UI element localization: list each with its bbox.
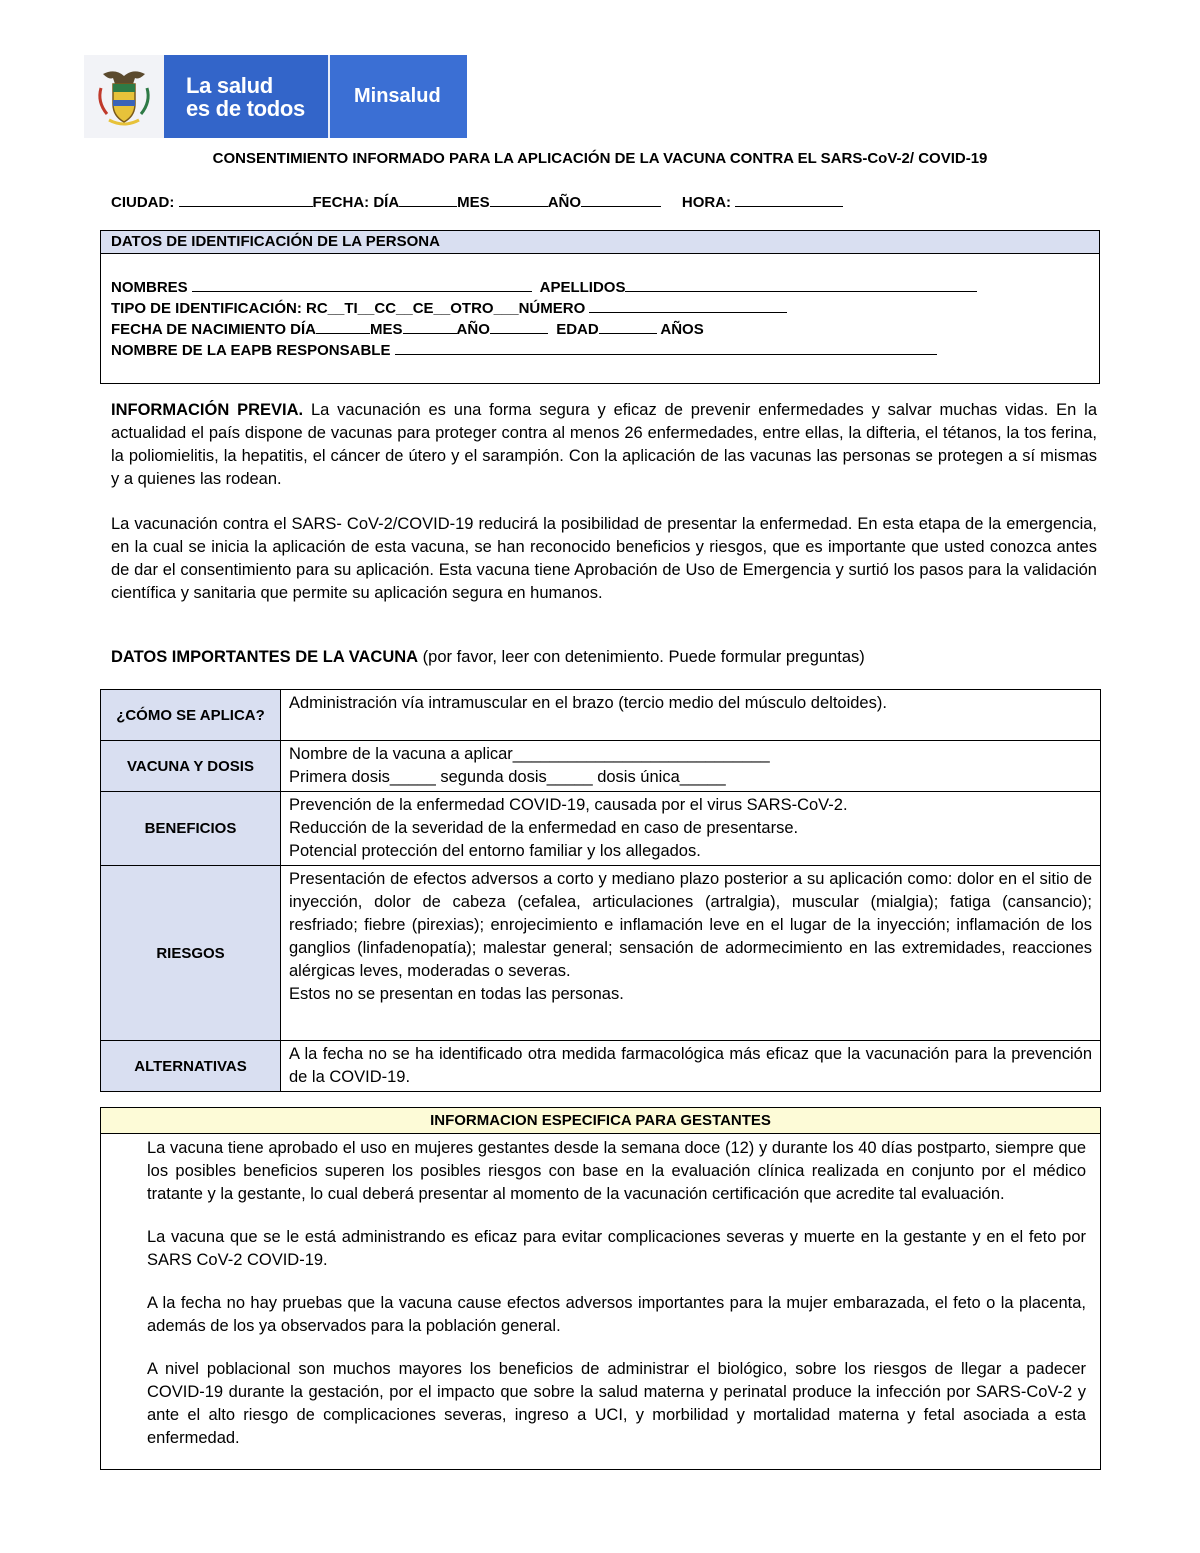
nac-mes-field[interactable] [403, 319, 457, 334]
dosis-cell [281, 741, 1101, 792]
gestantes-body [147, 1137, 1086, 1450]
logo-line-1: La salud [186, 72, 273, 98]
nombres-field[interactable] [192, 277, 532, 292]
dosis-header: VACUNA Y DOSIS [101, 741, 281, 792]
identification-section [100, 230, 1100, 384]
riesgos-header: RIESGOS [101, 866, 281, 1041]
riesgos-text: Presentación de efectos adversos a corto y mediano plazo posterior a su aplicación como: dolor en el sitio de inyección, dolor de cabeza (cefalea, articulaciones (artralgia), muscular (mialgia); fatiga (cansancio); resfriado; fiebre (pirexias); enrojecimiento e inflamación leve en el lugar de la inyección; inflamación de los ganglios (linfadenopatía); malestar general; sensación de adormecimiento en las extremidades, reacciones alérgicas leves, moderadas o severas. [289, 870, 1092, 980]
vacunacion-paragraph: La vacunación contra el SARS- CoV-2/COVID-19 reducirá la posibilidad de presentar la enfermedad. En esta etapa de la emergencia, en la cual se inicia la aplicación de esta vacuna, se han reconocido beneficios y riesgos, que es importante que usted conozca antes de dar el consentimiento para su aplicación. Esta vacuna tiene Aprobación de Uso de Emergencia y surtió los pasos para la validación científica y sanitaria que permite su aplicación segura en humanos. [111, 515, 1097, 602]
vaccine-info-table [100, 689, 1101, 1092]
riesgos-cell [281, 866, 1101, 1041]
nombres-row [111, 277, 977, 298]
edad-label: EDAD [556, 321, 599, 338]
ciudad-field[interactable] [179, 192, 313, 207]
apellidos-label: APELLIDOS [539, 279, 626, 296]
hora-field[interactable] [735, 192, 843, 207]
eapb-row [111, 340, 977, 361]
identification-fields [111, 277, 977, 361]
anios-label: AÑOS [660, 321, 704, 338]
table-row-beneficios [101, 792, 1101, 866]
mes-field[interactable] [490, 192, 548, 207]
logo-brand [330, 55, 467, 138]
datos-importantes-label: DATOS IMPORTANTES DE LA VACUNA [111, 648, 419, 666]
datos-importantes-note: (por favor, leer con detenimiento. Puede formular preguntas) [418, 648, 865, 666]
mes-label: MES [457, 194, 490, 211]
fecha-dia-label: FECHA: DÍA [312, 194, 400, 211]
eapb-label: NOMBRE DE LA EAPB RESPONSABLE [111, 342, 391, 359]
beneficios-line-3: Potencial protección del entorno familiar y los allegados. [289, 842, 701, 860]
tipo-label: TIPO DE IDENTIFICACIÓN: RC__TI__CC__CE__OTRO___NÚMERO [111, 300, 586, 317]
info-previa-paragraph [111, 399, 1097, 491]
alternativas-header: ALTERNATIVAS [101, 1041, 281, 1092]
city-date-line [111, 192, 843, 211]
tipo-row [111, 298, 977, 319]
beneficios-header: BENEFICIOS [101, 792, 281, 866]
anio-field[interactable] [581, 192, 661, 207]
nacimiento-anio-label: AÑO [456, 321, 490, 338]
dosis-line-1: Nombre de la vacuna a aplicar____________________________ [289, 745, 770, 763]
gestantes-section [100, 1107, 1101, 1470]
edad-field[interactable] [599, 319, 657, 334]
logo-line-2: es de todos [186, 95, 305, 121]
apellidos-field[interactable] [625, 277, 977, 292]
eapb-field[interactable] [395, 340, 937, 355]
table-row-como [101, 690, 1101, 741]
gestantes-header: INFORMACION ESPECIFICA PARA GESTANTES [101, 1108, 1100, 1134]
nacimiento-dia-label: FECHA DE NACIMIENTO DÍA [111, 321, 317, 338]
info-previa-label: INFORMACIÓN PREVIA. [111, 401, 304, 419]
logo-brand-text: Minsalud [354, 85, 441, 107]
identification-header: DATOS DE IDENTIFICACIÓN DE LA PERSONA [101, 231, 1099, 254]
nacimiento-row [111, 319, 977, 340]
como-header: ¿CÓMO SE APLICA? [101, 690, 281, 741]
nac-anio-field[interactable] [490, 319, 548, 334]
nac-dia-field[interactable] [316, 319, 370, 334]
gestantes-paragraph-3: A la fecha no hay pruebas que la vacuna cause efectos adversos importantes para la mujer embarazada, el feto o la placenta, además de los ya observados para la población general. [147, 1294, 1086, 1335]
gestantes-paragraph-1: La vacuna tiene aprobado el uso en mujeres gestantes desde la semana doce (12) y durante los 40 días postparto, siempre que los posibles beneficios superen los posibles riesgos con base en la evaluación clínica realizada en conjunto por el médico tratante y la gestante, lo cual deberá presentar al momento de la vacunación certificación que acredite tal evaluación. [147, 1139, 1086, 1203]
gestantes-paragraph-2: La vacuna que se le está administrando es eficaz para evitar complicaciones severas y muerte en la gestante y en el feto por SARS CoV-2 COVID-19. [147, 1228, 1086, 1269]
datos-importantes-title [111, 646, 865, 669]
logo-slogan [164, 55, 330, 138]
beneficios-line-2: Reducción de la severidad de la enfermedad en caso de presentarse. [289, 819, 799, 837]
dosis-line-2: Primera dosis_____ segunda dosis_____ dosis única_____ [289, 768, 726, 786]
beneficios-cell [281, 792, 1101, 866]
como-text: Administración vía intramuscular en el brazo (tercio medio del músculo deltoides). [281, 690, 1101, 741]
table-row-alternativas [101, 1041, 1101, 1092]
table-row-dosis [101, 741, 1101, 792]
document-title: CONSENTIMIENTO INFORMADO PARA LA APLICACIÓN DE LA VACUNA CONTRA EL SARS-CoV-2/ COVID-19 [212, 150, 988, 167]
ciudad-label: CIUDAD: [111, 194, 175, 211]
dia-field[interactable] [399, 192, 457, 207]
gestantes-paragraph-4: A nivel poblacional son muchos mayores los beneficios de administrar el biológico, sobre los riesgos de llegar a padecer COVID-19 durante la gestación, por el impacto que sobre la salud materna y perinatal produce la infección por SARS-CoV-2 y ante el alto riesgo de complicaciones severas, ingreso a UCI, y morbilidad y mortalidad materna y fetal asociada a esta enfermedad. [147, 1360, 1086, 1447]
nacimiento-mes-label: MES [370, 321, 403, 338]
anio-label: AÑO [547, 194, 582, 211]
table-row-riesgos [101, 866, 1101, 1041]
riesgos-note: Estos no se presentan en todas las personas. [289, 985, 624, 1003]
nombres-label: NOMBRES [111, 279, 188, 296]
info-previa-text: La vacunación es una forma segura y eficaz de prevenir enfermedades y salvar muchas vidas. En la actualidad el país dispone de vacunas para proteger contra al menos 26 enfermedades, entre ellas, la difteria, el tétanos, la tos ferina, la poliomielitis, la hepatitis, el cáncer de útero y el sarampión. Con la aplicación de las vacunas las personas se protegen a sí mismas y a quienes las rodean. [111, 401, 1097, 488]
coat-of-arms-icon [84, 55, 164, 138]
numero-field[interactable] [589, 298, 787, 313]
beneficios-line-1: Prevención de la enfermedad COVID-19, causada por el virus SARS-CoV-2. [289, 796, 848, 814]
alternativas-text: A la fecha no se ha identificado otra medida farmacológica más eficaz que la vacunación para la prevención de la COVID-19. [281, 1041, 1101, 1092]
hora-label: HORA: [681, 194, 732, 211]
minsalud-logo [84, 55, 467, 138]
